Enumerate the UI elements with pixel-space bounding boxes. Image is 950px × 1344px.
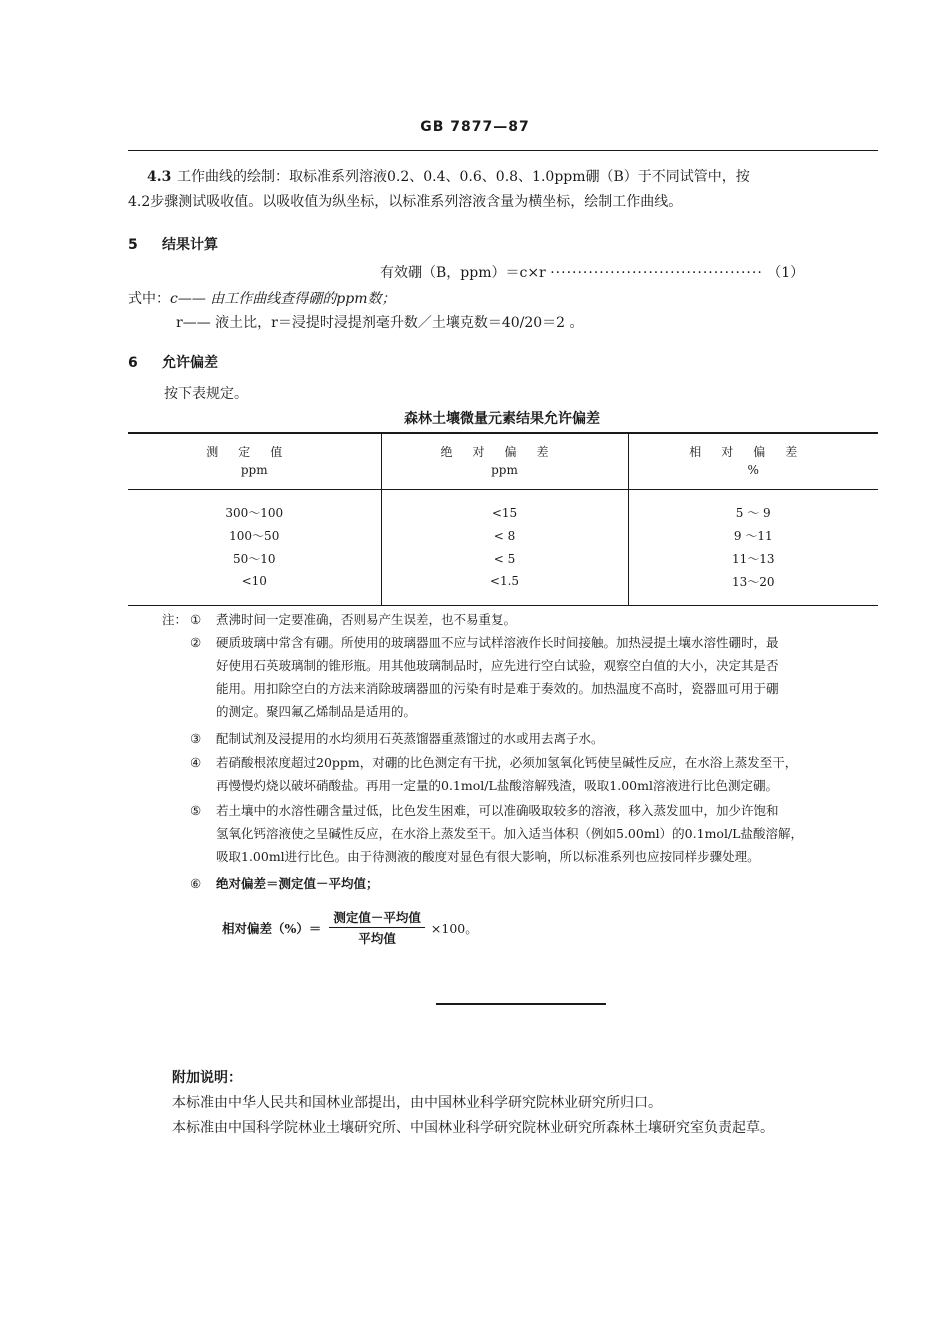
- note-1: [190, 608, 890, 631]
- appendix-line2: 本标准由中国科学院林业土壤研究所、中国林业科学研究院林业研究所森林土壤研究室负责起草。: [172, 1120, 774, 1136]
- header-absolute-deviation-unit: ppm: [491, 463, 518, 478]
- cell-relative: 13～20: [628, 570, 878, 605]
- section-6-title: 允许偏差: [162, 355, 218, 371]
- note-5-line3: 吸取1.00ml进行比色。由于待测液的酸度对显色有很大影响，所以标准系列也应按同样步骤处理。: [216, 849, 760, 864]
- deviation-table: [128, 432, 878, 606]
- cell-absolute: < 5: [381, 547, 628, 570]
- cell-absolute: < 8: [381, 524, 628, 547]
- note-2-mark: ②: [190, 635, 202, 650]
- header-measured-value: [128, 433, 381, 489]
- note-3: [190, 727, 890, 750]
- cell-absolute: <15: [381, 489, 628, 524]
- appendix-line1: 本标准由中华人民共和国林业部提出，由中国林业科学研究院林业研究所归口。: [172, 1095, 662, 1111]
- cell-relative: 11～13: [628, 547, 878, 570]
- note-4-line1: 若硝酸根浓度超过20ppm，对硼的比色测定有干扰，必须加氢氧化钙使呈碱性反应，在水浴上蒸发至干，: [216, 755, 798, 770]
- header-relative-deviation-unit: %: [747, 463, 759, 478]
- table-caption: 森林土壤微量元素结果允许偏差: [404, 411, 600, 427]
- fraction-denominator: 平均值: [358, 931, 396, 946]
- note-2-line3: 能用。用扣除空白的方法来消除玻璃器皿的污染有时是难于奏效的。加热温度不高时，瓷器皿可用于硼: [216, 681, 779, 696]
- note-5: [190, 799, 890, 822]
- header-absolute-deviation: [381, 433, 628, 489]
- table-row: [128, 570, 878, 605]
- table-row: [128, 524, 878, 547]
- cell-measured: 300～100: [225, 506, 284, 521]
- note-4: [190, 751, 890, 774]
- formula-number: （1）: [767, 265, 805, 281]
- where-label: 式中：: [128, 291, 170, 307]
- section-6-number: 6: [128, 355, 138, 371]
- header-measured-value-unit: ppm: [240, 463, 268, 478]
- note-2-line2: 好使用石英玻璃制的锥形瓶。用其他玻璃制品时，应先进行空白试验，观察空白值的大小，决定其是否: [216, 658, 779, 673]
- header-measured-value-name: 测定值: [206, 445, 303, 460]
- formula-text: 有效硼（B，ppm）＝c×r: [380, 265, 546, 281]
- note-1-text: 煮沸时间一定要准确，否则易产生误差，也不易重复。: [216, 612, 517, 627]
- note-5-line1: 若土壤中的水溶性硼含量过低，比色发生困难，可以准确吸取较多的溶液，移入蒸发皿中，加少许饱和: [216, 803, 779, 818]
- note-5-line2: 氢氧化钙溶液使之呈碱性反应，在水浴上蒸发至干。加入适当体积（例如5.00ml）的0.1mol/L盐酸溶解，: [216, 826, 803, 841]
- header-rule: [128, 150, 878, 151]
- relative-deviation-label: 相对偏差（%）＝: [222, 920, 322, 936]
- note-4-line2: 再慢慢灼烧以破坏硝酸盐。再用一定量的0.1mol/L盐酸溶解残渣，吸取1.00ml溶液进行比色测定硼。: [216, 778, 778, 793]
- note-1-mark: ①: [190, 612, 202, 627]
- header-absolute-deviation-name: 绝对偏差: [440, 445, 569, 460]
- section-6-intro: 按下表规定。: [164, 386, 248, 402]
- document-code-header: GB 7877—87: [420, 119, 530, 135]
- note-2-line4: 的测定。聚四氟乙烯制品是适用的。: [216, 704, 417, 719]
- section-5-title: 结果计算: [162, 237, 218, 253]
- section-4-3: [147, 167, 887, 187]
- section-4-3-line1: 工作曲线的绘制：取标准系列溶液0.2、0.4、0.6、0.8、1.0ppm硼（B）于不同试管中，按: [177, 169, 750, 185]
- note-6-text: 绝对偏差＝测定值－平均值；: [216, 876, 379, 891]
- cell-measured: 100～50: [229, 529, 280, 543]
- cell-relative: 5 ～ 9: [628, 489, 878, 524]
- cell-relative: 9 ～11: [628, 524, 878, 547]
- cell-absolute: <1.5: [381, 570, 628, 605]
- relative-deviation-formula: [222, 908, 478, 947]
- header-relative-deviation: [628, 433, 878, 489]
- relative-deviation-tail: ×100。: [430, 920, 478, 936]
- section-4-3-number: 4.3: [147, 169, 172, 185]
- table-header-row: [128, 433, 878, 489]
- section-5-number: 5: [128, 237, 138, 253]
- end-of-text-rule: [436, 1003, 606, 1005]
- header-relative-deviation-name: 相对偏差: [689, 445, 818, 460]
- notes-label: 注：: [162, 612, 188, 627]
- note-2-line1: 硬质玻璃中常含有硼。所使用的玻璃器皿不应与试样溶液作长时间接触。加热浸提土壤水溶性硼时，最: [216, 635, 779, 650]
- note-6: [190, 872, 379, 895]
- note-3-text: 配制试剂及浸提用的水均须用石英蒸馏器重蒸馏过的水或用去离子水。: [216, 731, 604, 746]
- note-2: [190, 631, 890, 654]
- table-row: [128, 547, 878, 570]
- var-c-definition: c—— 由工作曲线查得硼的ppm数；: [170, 291, 396, 307]
- section-4-3-line2: 4.2步骤测试吸收值。以吸收值为纵坐标，以标准系列溶液含量为横坐标，绘制工作曲线。: [128, 194, 683, 210]
- cell-measured: <10: [128, 570, 381, 605]
- fraction-numerator: 测定值－平均值: [329, 908, 425, 928]
- note-5-mark: ⑤: [190, 803, 202, 818]
- cell-measured: 50～10: [232, 552, 276, 566]
- note-4-mark: ④: [190, 755, 202, 770]
- note-6-mark: ⑥: [190, 876, 202, 891]
- table-row: [128, 489, 878, 524]
- relative-deviation-fraction: [329, 908, 425, 947]
- section-6-heading: [128, 352, 218, 372]
- var-r-definition: r—— 液土比，r＝浸提时浸提剂毫升数／土壤克数＝40/20＝2 。: [176, 315, 584, 331]
- appendix-title: 附加说明：: [172, 1070, 242, 1086]
- note-3-mark: ③: [190, 731, 202, 746]
- section-5-heading: [128, 234, 218, 254]
- formula-leader-dots: ·······································: [550, 265, 763, 281]
- where-c-line: [128, 289, 396, 309]
- formula-line: [380, 263, 804, 283]
